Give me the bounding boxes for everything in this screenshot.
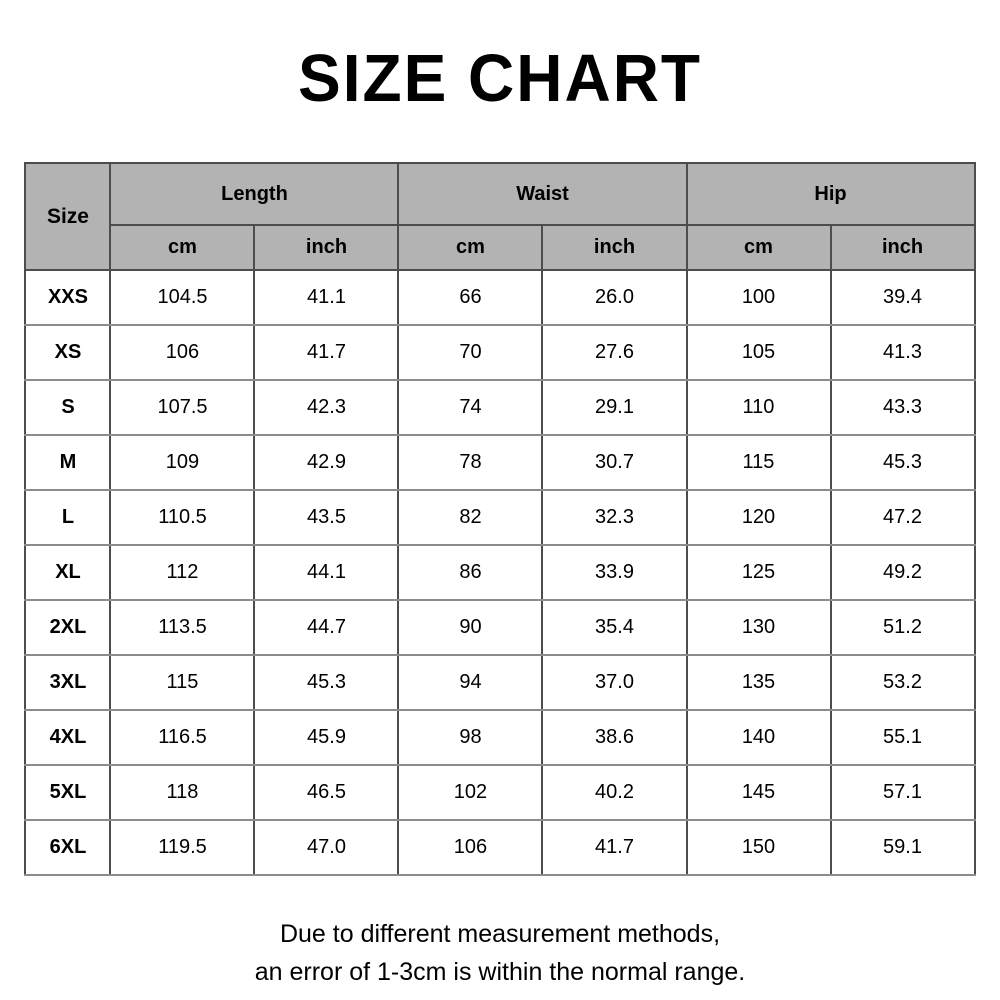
measurement-value: 135 [687,655,831,710]
measurement-value: 59.1 [831,820,975,875]
measurement-value: 140 [687,710,831,765]
measurement-value: 41.3 [831,325,975,380]
table-header [25,163,974,270]
size-label: L [25,490,110,545]
measurement-value: 55.1 [831,710,975,765]
measurement-value: 47.2 [831,490,975,545]
measurement-value: 110 [687,380,831,435]
measurement-value: 42.3 [254,380,398,435]
unit-header-waist-inch: inch [542,225,686,270]
measurement-value: 82 [398,490,542,545]
measurement-value: 115 [687,435,831,490]
measurement-value: 53.2 [831,655,975,710]
unit-header-waist-cm: cm [398,225,542,270]
size-label: M [25,435,110,490]
column-header-size: Size [25,163,110,270]
measurement-note [0,916,1000,991]
measurement-value: 35.4 [542,600,686,655]
table-row [25,710,974,765]
measurement-value: 43.5 [254,490,398,545]
unit-header-hip-inch: inch [831,225,975,270]
measurement-value: 94 [398,655,542,710]
unit-header-row [25,225,974,270]
measurement-value: 109 [110,435,254,490]
measurement-value: 32.3 [542,490,686,545]
group-header-row [25,163,974,225]
measurement-value: 110.5 [110,490,254,545]
unit-header-length-cm: cm [110,225,254,270]
table-row [25,325,974,380]
column-header-hip: Hip [687,163,975,225]
measurement-value: 45.3 [254,655,398,710]
measurement-value: 39.4 [831,270,975,325]
column-header-length: Length [110,163,398,225]
size-label: 5XL [25,765,110,820]
table-row [25,270,974,325]
size-label: 3XL [25,655,110,710]
measurement-value: 41.7 [254,325,398,380]
measurement-value: 43.3 [831,380,975,435]
table-row [25,600,974,655]
measurement-value: 115 [110,655,254,710]
measurement-value: 102 [398,765,542,820]
note-line-1: Due to different measurement methods, [279,920,721,948]
column-header-waist: Waist [398,163,686,225]
measurement-value: 106 [398,820,542,875]
size-label: XXS [25,270,110,325]
measurement-value: 118 [110,765,254,820]
size-label: S [25,380,110,435]
measurement-value: 78 [398,435,542,490]
measurement-value: 150 [687,820,831,875]
measurement-value: 74 [398,380,542,435]
table-row [25,545,974,600]
table-row [25,435,974,490]
measurement-value: 33.9 [542,545,686,600]
measurement-value: 47.0 [254,820,398,875]
measurement-value: 37.0 [542,655,686,710]
unit-header-length-inch: inch [254,225,398,270]
measurement-value: 98 [398,710,542,765]
measurement-value: 66 [398,270,542,325]
measurement-value: 125 [687,545,831,600]
measurement-value: 145 [687,765,831,820]
table-row [25,380,974,435]
page-title: SIZE CHART [298,40,702,116]
measurement-value: 105 [687,325,831,380]
measurement-value: 26.0 [542,270,686,325]
measurement-value: 42.9 [254,435,398,490]
measurement-value: 104.5 [110,270,254,325]
size-label: 6XL [25,820,110,875]
size-chart-table [24,162,975,876]
measurement-value: 44.7 [254,600,398,655]
measurement-value: 86 [398,545,542,600]
measurement-value: 100 [687,270,831,325]
table-row [25,490,974,545]
table-row [25,655,974,710]
size-label: XS [25,325,110,380]
measurement-value: 29.1 [542,380,686,435]
measurement-value: 40.2 [542,765,686,820]
measurement-value: 45.3 [831,435,975,490]
measurement-value: 90 [398,600,542,655]
measurement-value: 41.1 [254,270,398,325]
size-label: XL [25,545,110,600]
measurement-value: 38.6 [542,710,686,765]
table-body [25,270,974,875]
measurement-value: 70 [398,325,542,380]
size-label: 2XL [25,600,110,655]
size-label: 4XL [25,710,110,765]
measurement-value: 113.5 [110,600,254,655]
measurement-value: 46.5 [254,765,398,820]
measurement-value: 49.2 [831,545,975,600]
measurement-value: 57.1 [831,765,975,820]
measurement-value: 112 [110,545,254,600]
table-row [25,765,974,820]
measurement-value: 44.1 [254,545,398,600]
measurement-value: 116.5 [110,710,254,765]
measurement-value: 51.2 [831,600,975,655]
unit-header-hip-cm: cm [687,225,831,270]
measurement-value: 30.7 [542,435,686,490]
measurement-value: 107.5 [110,380,254,435]
measurement-value: 106 [110,325,254,380]
table-row [25,820,974,875]
measurement-value: 120 [687,490,831,545]
measurement-value: 119.5 [110,820,254,875]
measurement-value: 45.9 [254,710,398,765]
measurement-value: 130 [687,600,831,655]
measurement-value: 41.7 [542,820,686,875]
note-line-2: an error of 1-3cm is within the normal range. [254,957,746,986]
measurement-value: 27.6 [542,325,686,380]
